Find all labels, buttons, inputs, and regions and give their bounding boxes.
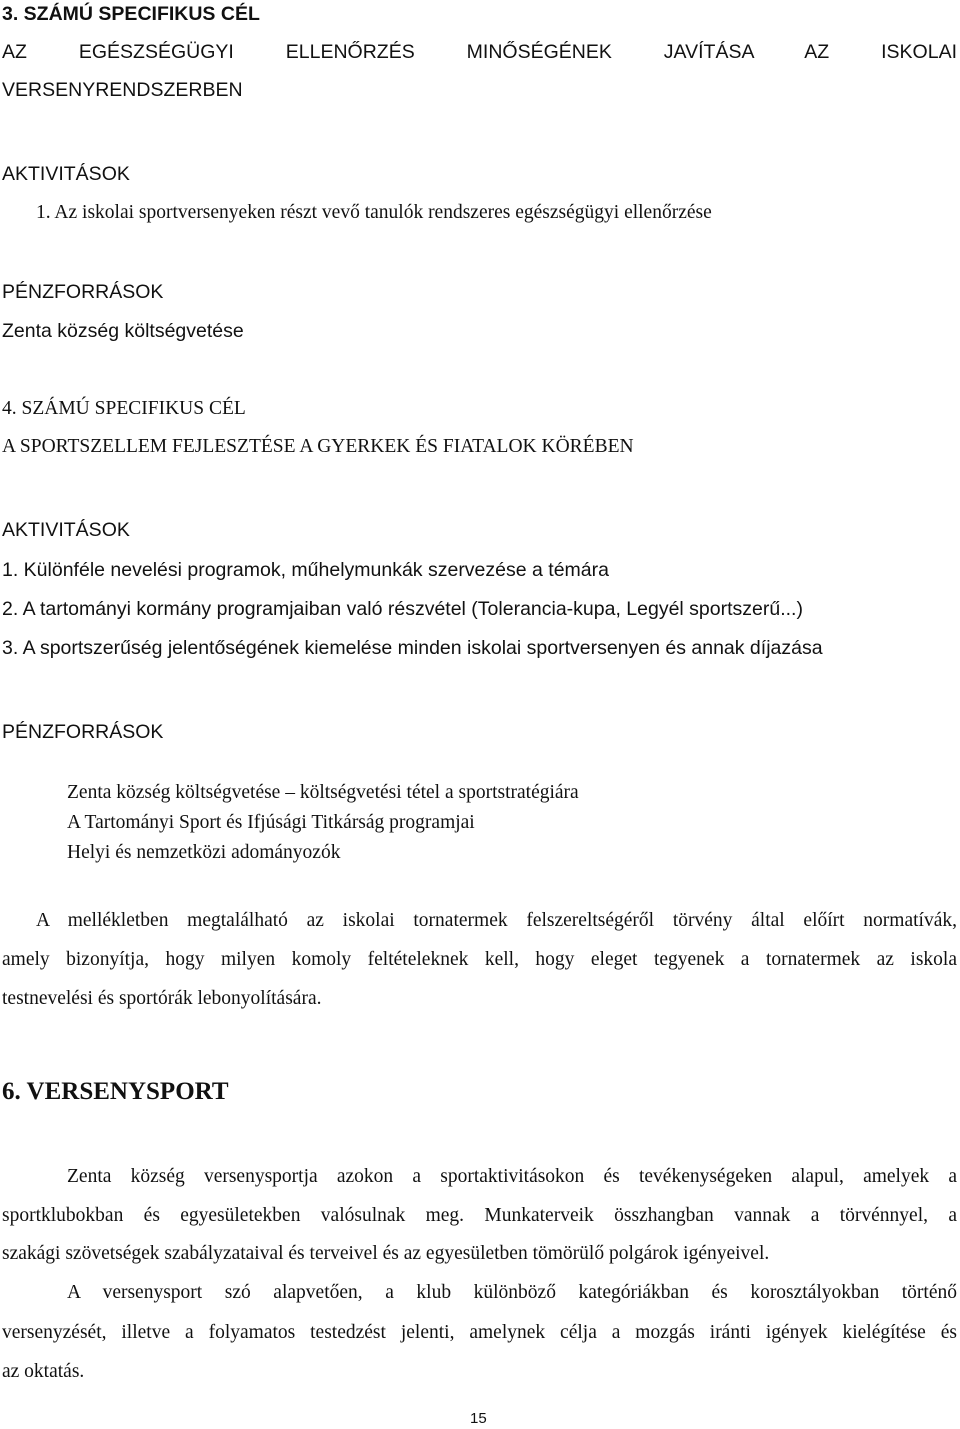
section-6-heading: 6. VERSENYSPORT (2, 1078, 229, 1105)
section-3-heading: 3. SZÁMÚ SPECIFIKUS CÉL (2, 3, 260, 25)
section-4-activities-label: AKTIVITÁSOK (2, 519, 130, 541)
section-3-activities-label: AKTIVITÁSOK (2, 163, 130, 185)
section-4-title: A SPORTSZELLEM FEJLESZTÉSE A GYERKEK ÉS FIATALOK KÖRÉBEN (2, 436, 634, 457)
section-6-para-1-line-2: sportklubokban és egyesületekben valósulnak meg. Munkaterveik összhangban vannak a törvénnyel, a (2, 1205, 957, 1226)
section-4-activity-item-1: 1. Különféle nevelési programok, műhelymunkák szervezése a témára (2, 559, 609, 581)
section-3-title-line-2: VERSENYRENDSZERBEN (2, 79, 243, 101)
section-3-funding-item: Zenta község költségvetése (2, 320, 244, 342)
section-6-para-2-line-2: versenyzését, illetve a folyamatos testedzést jelenti, amelynek célja a mozgás iránti igények kielégítése és (2, 1322, 957, 1343)
section-4-activity-item-2: 2. A tartományi kormány programjaiban való részvétel (Tolerancia-kupa, Legyél sportszerű...) (2, 598, 803, 620)
section-4-funding-item-3: Helyi és nemzetközi adományozók (67, 842, 341, 863)
section-6-para-1-line-3: szakági szövetségek szabályzataival és terveivel és az egyesületben tömörülő polgárok igényeivel. (2, 1243, 770, 1264)
section-4-activity-item-3: 3. A sportszerűség jelentőségének kiemelése minden iskolai sportversenyen és annak díjazása (2, 637, 823, 659)
section-6-para-2-line-3: az oktatás. (2, 1361, 85, 1382)
page-number: 15 (470, 1410, 487, 1427)
section-4-funding-label: PÉNZFORRÁSOK (2, 721, 164, 743)
section-4-heading: 4. SZÁMÚ SPECIFIKUS CÉL (2, 398, 246, 419)
section-4-funding-item-1: Zenta község költségvetése – költségvetési tétel a sportstratégiára (67, 782, 579, 803)
annex-paragraph-line-3: testnevelési és sportórák lebonyolítására. (2, 988, 322, 1009)
section-4-funding-item-2: A Tartományi Sport és Ifjúsági Titkárság programjai (67, 812, 475, 833)
section-6-para-2-line-1: A versenysport szó alapvetően, a klub különböző kategóriákban és korosztályokban történő (67, 1282, 957, 1303)
section-3-title-line-1: AZ EGÉSZSÉGÜGYI ELLENŐRZÉS MINŐSÉGÉNEK JAVÍTÁSA AZ ISKOLAI (2, 41, 957, 63)
section-3-activity-item: 1. Az iskolai sportversenyeken részt vevő tanulók rendszeres egészségügyi ellenőrzése (36, 202, 712, 223)
section-3-funding-label: PÉNZFORRÁSOK (2, 281, 164, 303)
annex-paragraph-line-2: amely bizonyítja, hogy milyen komoly feltételeknek kell, hogy eleget tegyenek a tornatermek az iskola (2, 949, 957, 970)
section-6-para-1-line-1: Zenta község versenysportja azokon a sportaktivitásokon és tevékenységeken alapul, amelyek a (67, 1166, 957, 1187)
annex-paragraph-line-1: A mellékletben megtalálható az iskolai tornatermek felszereltségéről törvény által előírt normatívák, (36, 910, 957, 931)
